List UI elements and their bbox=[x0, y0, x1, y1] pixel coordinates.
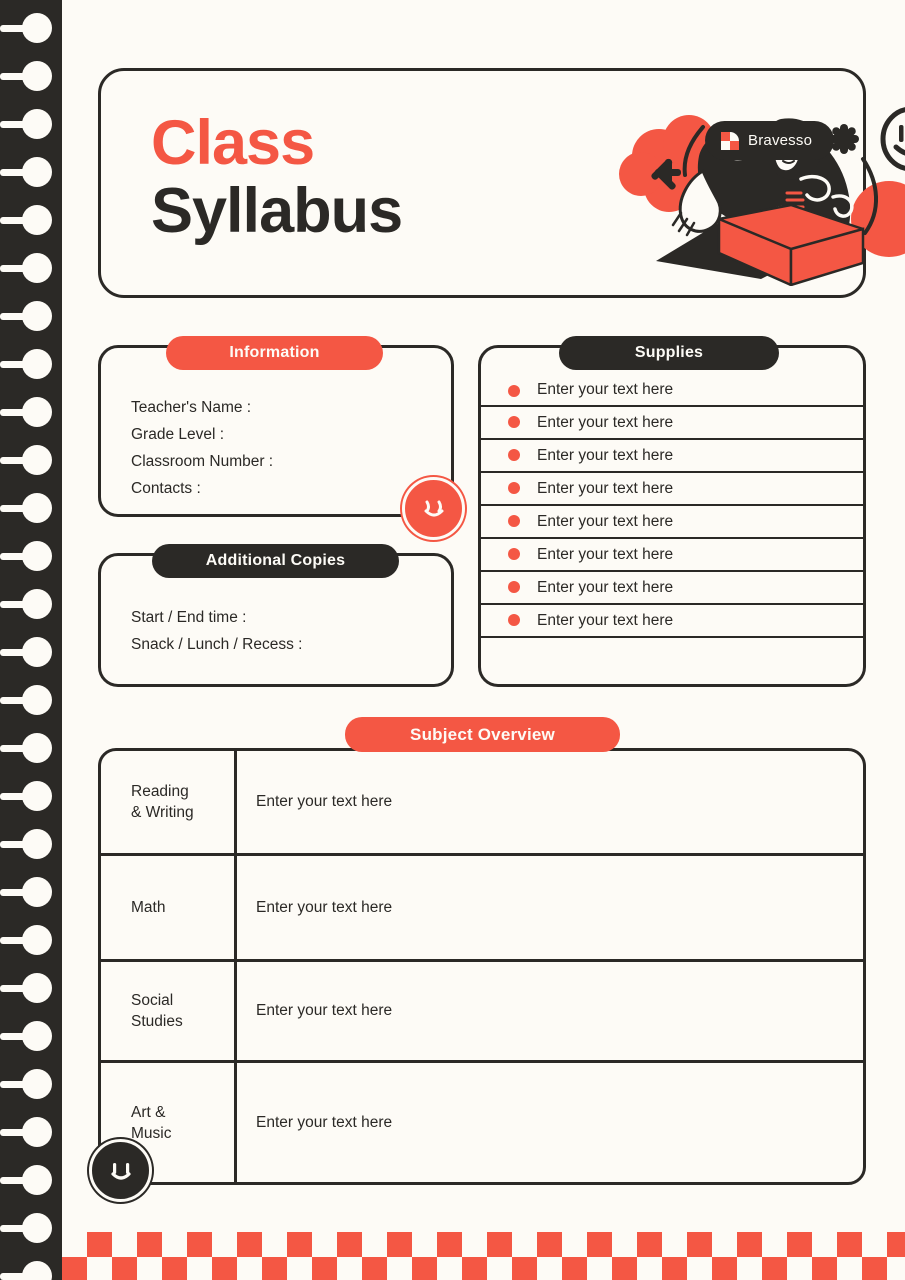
binding-ring bbox=[0, 982, 56, 994]
binding-ring bbox=[0, 934, 56, 946]
information-field: Grade Level : bbox=[131, 426, 225, 443]
supply-item-label: Enter your text here bbox=[537, 578, 674, 596]
supply-row[interactable] bbox=[478, 539, 866, 572]
binding-ring bbox=[0, 166, 56, 178]
subject-name: Reading & Writing bbox=[101, 751, 237, 853]
subject-value[interactable]: Enter your text here bbox=[256, 1002, 393, 1019]
bullet-icon bbox=[508, 614, 520, 626]
information-heading: Information bbox=[166, 336, 383, 370]
bullet-icon bbox=[508, 385, 520, 397]
supply-item-label: Enter your text here bbox=[537, 381, 674, 398]
header-card bbox=[98, 68, 866, 298]
title-line-2: Syllabus bbox=[151, 176, 403, 247]
subject-value[interactable]: Enter your text here bbox=[256, 1113, 393, 1131]
supply-item-label: Enter your text here bbox=[537, 512, 674, 530]
supply-item-label: Enter your text here bbox=[537, 545, 674, 563]
information-field: Teacher's Name : bbox=[131, 399, 252, 416]
subject-overview-table bbox=[98, 748, 866, 1185]
binding-ring bbox=[0, 454, 56, 466]
information-field-list bbox=[131, 394, 273, 502]
binding-ring bbox=[0, 502, 56, 514]
supply-row[interactable] bbox=[478, 365, 866, 407]
binding-ring bbox=[0, 1078, 56, 1090]
checkerboard-pattern bbox=[62, 1232, 905, 1280]
binding-ring bbox=[0, 262, 56, 274]
additional-copies-heading: Additional Copies bbox=[152, 544, 399, 578]
binding-ring bbox=[0, 358, 56, 370]
supply-row-empty[interactable] bbox=[478, 638, 866, 671]
binding-ring bbox=[0, 790, 56, 802]
binding-ring bbox=[0, 742, 56, 754]
supply-row[interactable] bbox=[478, 473, 866, 506]
supplies-list bbox=[478, 365, 866, 671]
supply-row[interactable] bbox=[478, 572, 866, 605]
subject-name: Math bbox=[101, 856, 237, 959]
smiley-face-icon bbox=[89, 1139, 152, 1202]
supplies-heading: Supplies bbox=[559, 336, 779, 370]
supply-item-label: Enter your text here bbox=[537, 446, 674, 464]
binding-ring bbox=[0, 646, 56, 658]
additional-copies-field: Start / End time : bbox=[131, 609, 247, 626]
subject-value[interactable]: Enter your text here bbox=[256, 898, 393, 916]
binding-ring bbox=[0, 22, 56, 34]
binding-ring bbox=[0, 550, 56, 562]
information-field: Classroom Number : bbox=[131, 453, 274, 470]
bullet-icon bbox=[508, 581, 520, 593]
binding-ring bbox=[0, 1174, 56, 1186]
information-field: Contacts : bbox=[131, 480, 201, 497]
page-title bbox=[151, 109, 402, 245]
binding-ring bbox=[0, 406, 56, 418]
binding-ring bbox=[0, 1030, 56, 1042]
bullet-icon bbox=[508, 416, 520, 428]
binding-ring bbox=[0, 214, 56, 226]
supply-item-label: Enter your text here bbox=[537, 479, 674, 497]
binding-ring bbox=[0, 598, 56, 610]
spiral-binding-icon bbox=[0, 0, 62, 1280]
subject-name: Social Studies bbox=[101, 962, 237, 1060]
winking-smiley-icon bbox=[402, 477, 465, 540]
binding-ring bbox=[0, 70, 56, 82]
bullet-icon bbox=[508, 515, 520, 527]
supplies-card bbox=[478, 345, 866, 687]
subject-overview-heading: Subject Overview bbox=[345, 717, 620, 752]
table-row bbox=[101, 1063, 863, 1182]
supply-row[interactable] bbox=[478, 605, 866, 638]
binding-ring bbox=[0, 694, 56, 706]
binding-ring bbox=[0, 118, 56, 130]
brand-badge[interactable] bbox=[705, 121, 834, 160]
bravesso-logo-icon bbox=[721, 132, 739, 150]
additional-copies-field-list bbox=[131, 604, 302, 658]
brand-name: Bravesso bbox=[748, 132, 813, 149]
binding-ring bbox=[0, 1126, 56, 1138]
supply-item-label: Enter your text here bbox=[537, 413, 674, 431]
binding-ring bbox=[0, 1222, 56, 1234]
bullet-icon bbox=[508, 449, 520, 461]
additional-copies-field: Snack / Lunch / Recess : bbox=[131, 636, 303, 653]
table-row bbox=[101, 751, 863, 856]
title-line-1: Class bbox=[151, 108, 315, 178]
bullet-icon bbox=[508, 482, 520, 494]
supply-row[interactable] bbox=[478, 506, 866, 539]
binding-ring bbox=[0, 838, 56, 850]
binding-ring bbox=[0, 310, 56, 322]
supply-row[interactable] bbox=[478, 440, 866, 473]
bullet-icon bbox=[508, 548, 520, 560]
supply-row[interactable] bbox=[478, 407, 866, 440]
subject-name: Art & Music bbox=[101, 1063, 237, 1182]
supply-item-label: Enter your text here bbox=[537, 611, 674, 629]
table-row bbox=[101, 962, 863, 1063]
subject-value[interactable]: Enter your text here bbox=[256, 793, 393, 810]
binding-ring bbox=[0, 886, 56, 898]
binding-ring bbox=[0, 1270, 56, 1280]
information-card bbox=[98, 345, 454, 517]
table-row bbox=[101, 856, 863, 962]
